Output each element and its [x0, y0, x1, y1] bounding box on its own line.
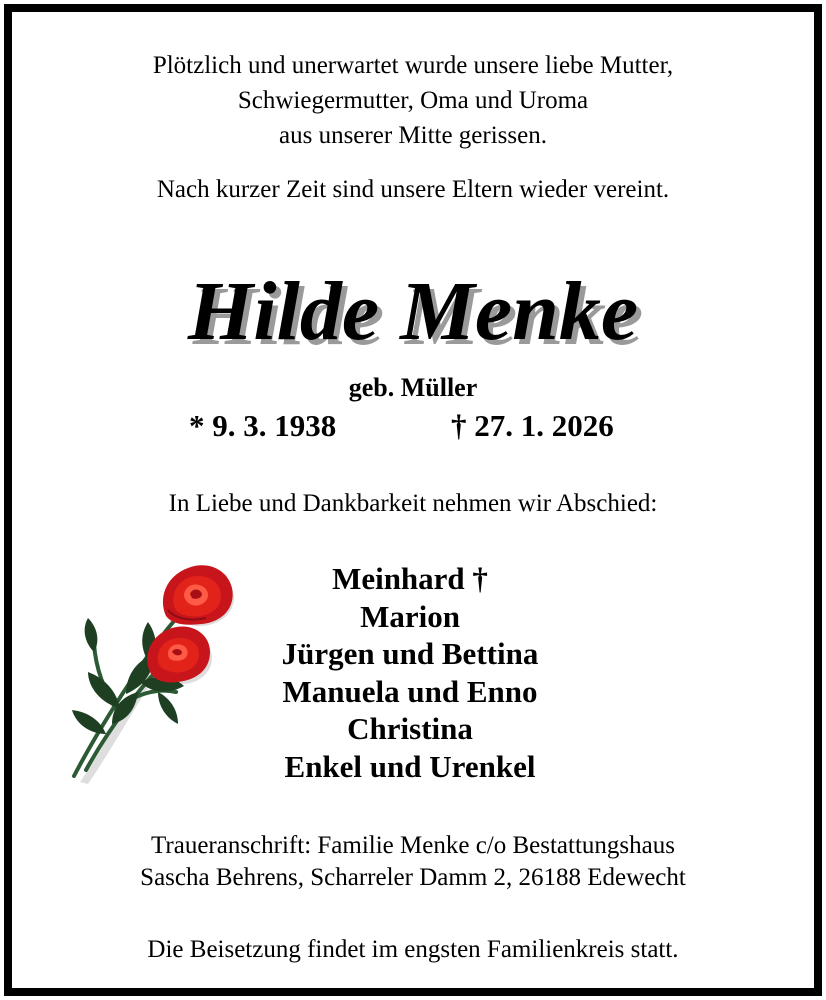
life-dates	[0, 404, 826, 448]
farewell-text: In Liebe und Dankbarkeit nehmen wir Abschied:	[168, 490, 658, 517]
intro-line-3: aus unserer Mitte gerissen.	[279, 122, 547, 149]
mourner-item: Meinhard †	[332, 561, 488, 596]
mourners-list	[210, 560, 610, 785]
address-line-1: Traueranschrift: Familie Menke c/o Bestattungshaus	[151, 832, 675, 859]
mourning-address	[0, 830, 826, 894]
reunited-text: Nach kurzer Zeit sind unsere Eltern wieder vereint.	[156, 176, 670, 203]
intro-line-1: Plötzlich und unerwartet wurde unsere liebe Mutter,	[152, 52, 674, 79]
birth-date: * 9. 3. 1938	[189, 408, 337, 443]
deceased-name: Hilde Menke	[187, 265, 639, 358]
maiden-name: geb. Müller	[348, 373, 478, 402]
mourner-item: Christina	[347, 711, 473, 746]
mourner-item: Marion	[360, 598, 460, 634]
intro-line-2: Schwiegermutter, Oma und Uroma	[237, 87, 589, 114]
intro-text	[0, 48, 826, 153]
address-line-2: Sascha Behrens, Scharreler Damm 2, 26188 Edewecht	[140, 864, 686, 891]
mourner-item: Enkel und Urenkel	[284, 748, 536, 784]
death-date: † 27. 1. 2026	[451, 408, 614, 443]
mourner-item: Manuela und Enno	[282, 673, 538, 709]
funeral-note: Die Beisetzung findet im engsten Familienkreis statt.	[147, 936, 679, 963]
mourner-item: Jürgen und Bettina	[281, 636, 539, 671]
